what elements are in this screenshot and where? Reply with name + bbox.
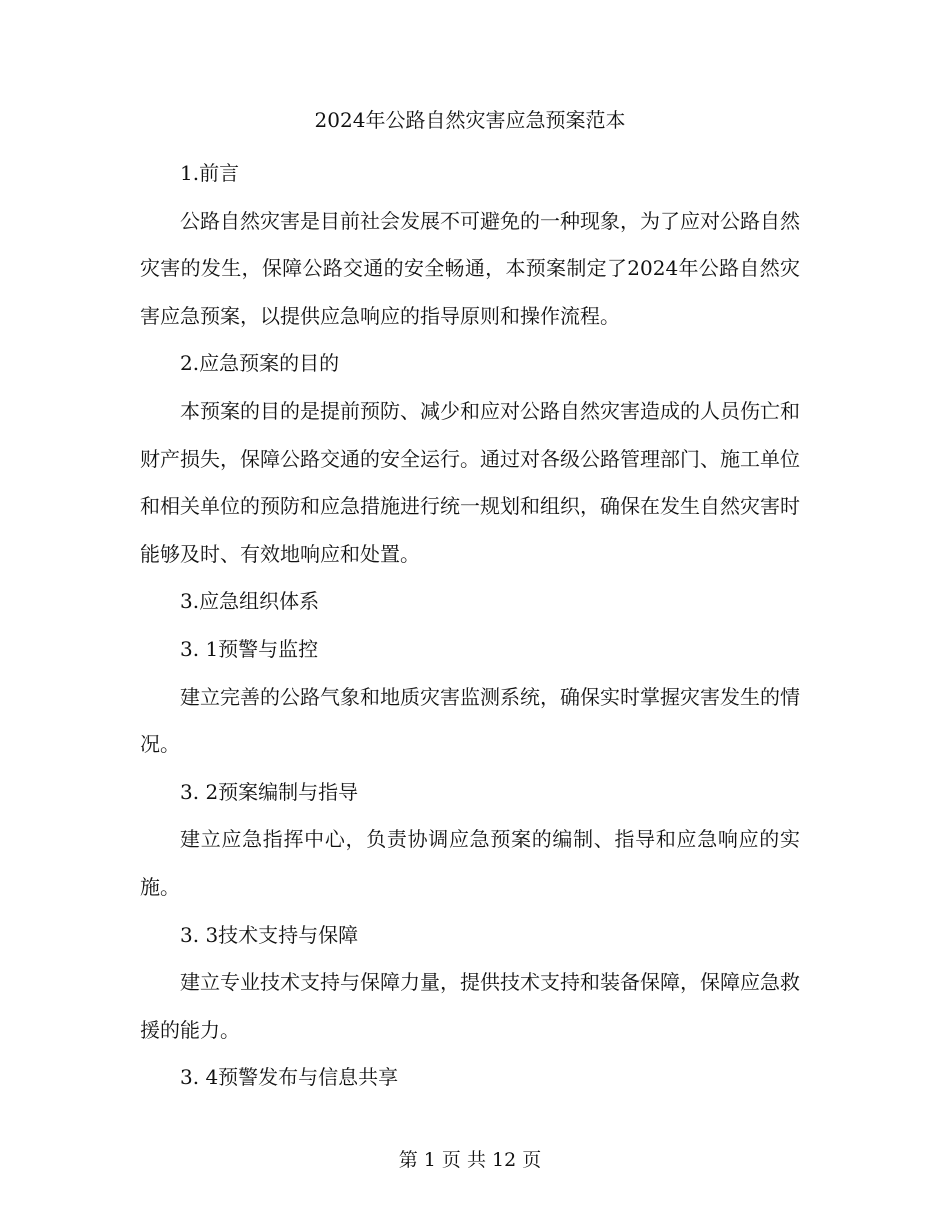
document-page — [140, 0, 800, 1230]
subsection-heading-3-2: 3. 2预案编制与指导 — [180, 779, 359, 804]
paragraph-purpose: 本预案的目的是提前预防、减少和应对公路自然灾害造成的人员伤亡和财产损失，保障公路交通的安全运行。通过对各级公路管理部门、施工单位和相关单位的预防和应急措施进行统一规划和组织，确保在发生自然灾害时能够及时、有效地响应和处置。 — [140, 398, 800, 566]
document-body — [140, 150, 800, 1102]
document-title: 2024年公路自然灾害应急预案范本 — [314, 108, 626, 132]
paragraph-preface: 公路自然灾害是目前社会发展不可避免的一种现象，为了应对公路自然灾害的发生，保障公路交通的安全畅通，本预案制定了2024年公路自然灾害应急预案，以提供应急响应的指导原则和操作流程。 — [140, 208, 800, 328]
section-heading-preface: 1.前言 — [180, 161, 240, 185]
subsection-heading-3-1: 3. 1预警与监控 — [180, 636, 319, 661]
section-heading-purpose: 2.应急预案的目的 — [180, 351, 340, 376]
page-number-footer: 第 1 页 共 12 页 — [398, 1149, 542, 1171]
paragraph-3-1: 建立完善的公路气象和地质灾害监测系统，确保实时掌握灾害发生的情况。 — [140, 684, 800, 757]
section-heading-organization: 3.应急组织体系 — [180, 589, 320, 614]
paragraph-3-3: 建立专业技术支持与保障力量，提供技术支持和装备保障，保障应急救援的能力。 — [140, 970, 800, 1042]
paragraph-3-2: 建立应急指挥中心，负责协调应急预案的编制、指导和应急响应的实施。 — [140, 827, 800, 899]
subsection-heading-3-3: 3. 3技术支持与保障 — [180, 922, 359, 947]
subsection-heading-3-4: 3. 4预警发布与信息共享 — [180, 1065, 399, 1090]
